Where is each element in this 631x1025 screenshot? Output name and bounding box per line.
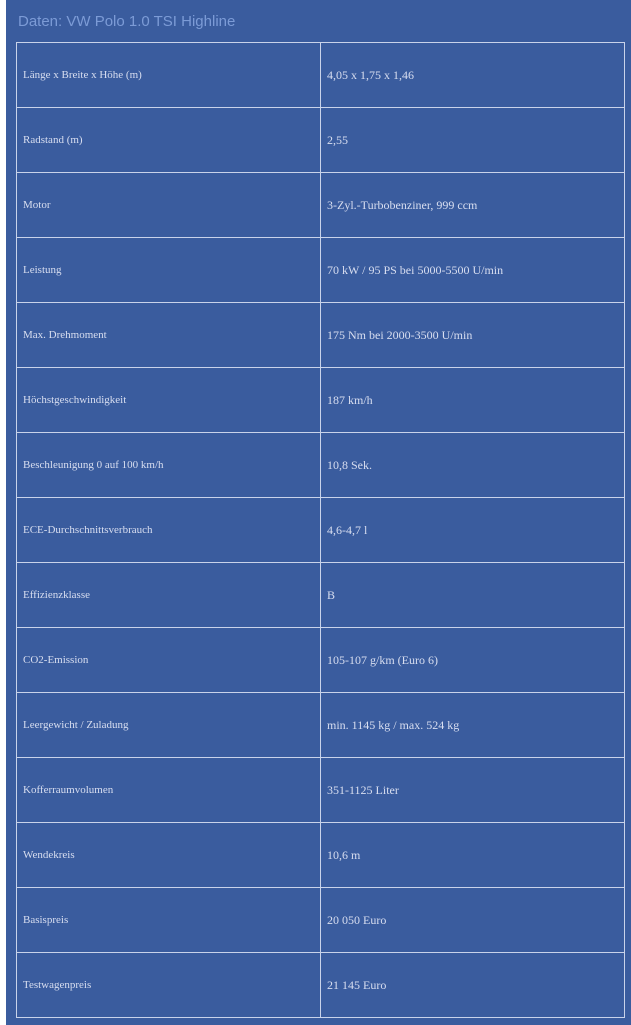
spec-table [16,42,625,1018]
table-row [17,238,625,303]
spec-value: 4,05 x 1,75 x 1,46 [321,43,625,108]
spec-value: 21 145 Euro [321,953,625,1018]
spec-label: CO2-Emission [17,628,321,693]
spec-value: 70 kW / 95 PS bei 5000-5500 U/min [321,238,625,303]
table-row [17,628,625,693]
page-title: Daten: VW Polo 1.0 TSI Highline [18,13,236,30]
spec-value: 4,6-4,7 l [321,498,625,563]
table-row [17,303,625,368]
table-row [17,563,625,628]
spec-label: Basispreis [17,888,321,953]
table-row [17,43,625,108]
spec-value: 2,55 [321,108,625,173]
table-row [17,498,625,563]
table-row [17,108,625,173]
table-row [17,173,625,238]
table-row [17,693,625,758]
table-row [17,888,625,953]
spec-table-body [17,43,625,1018]
spec-value: 175 Nm bei 2000-3500 U/min [321,303,625,368]
spec-label: Leergewicht / Zuladung [17,693,321,758]
spec-label: Max. Drehmoment [17,303,321,368]
spec-label: Wendekreis [17,823,321,888]
spec-label: Testwagenpreis [17,953,321,1018]
table-row [17,368,625,433]
spec-value: 3-Zyl.-Turbobenziner, 999 ccm [321,173,625,238]
spec-value: 10,6 m [321,823,625,888]
spec-label: Effizienzklasse [17,563,321,628]
spec-label: Radstand (m) [17,108,321,173]
spec-label: Leistung [17,238,321,303]
spec-value: min. 1145 kg / max. 524 kg [321,693,625,758]
spec-label: Motor [17,173,321,238]
table-row [17,433,625,498]
spec-value: 351-1125 Liter [321,758,625,823]
spec-label: ECE-Durchschnittsverbrauch [17,498,321,563]
table-row [17,823,625,888]
spec-label: Länge x Breite x Höhe (m) [17,43,321,108]
table-row [17,953,625,1018]
table-row [17,758,625,823]
spec-value: 10,8 Sek. [321,433,625,498]
spec-value: B [321,563,625,628]
spec-panel [6,0,631,1025]
spec-label: Beschleunigung 0 auf 100 km/h [17,433,321,498]
spec-value: 187 km/h [321,368,625,433]
spec-label: Höchstgeschwindigkeit [17,368,321,433]
spec-value: 20 050 Euro [321,888,625,953]
spec-value: 105-107 g/km (Euro 6) [321,628,625,693]
spec-label: Kofferraumvolumen [17,758,321,823]
